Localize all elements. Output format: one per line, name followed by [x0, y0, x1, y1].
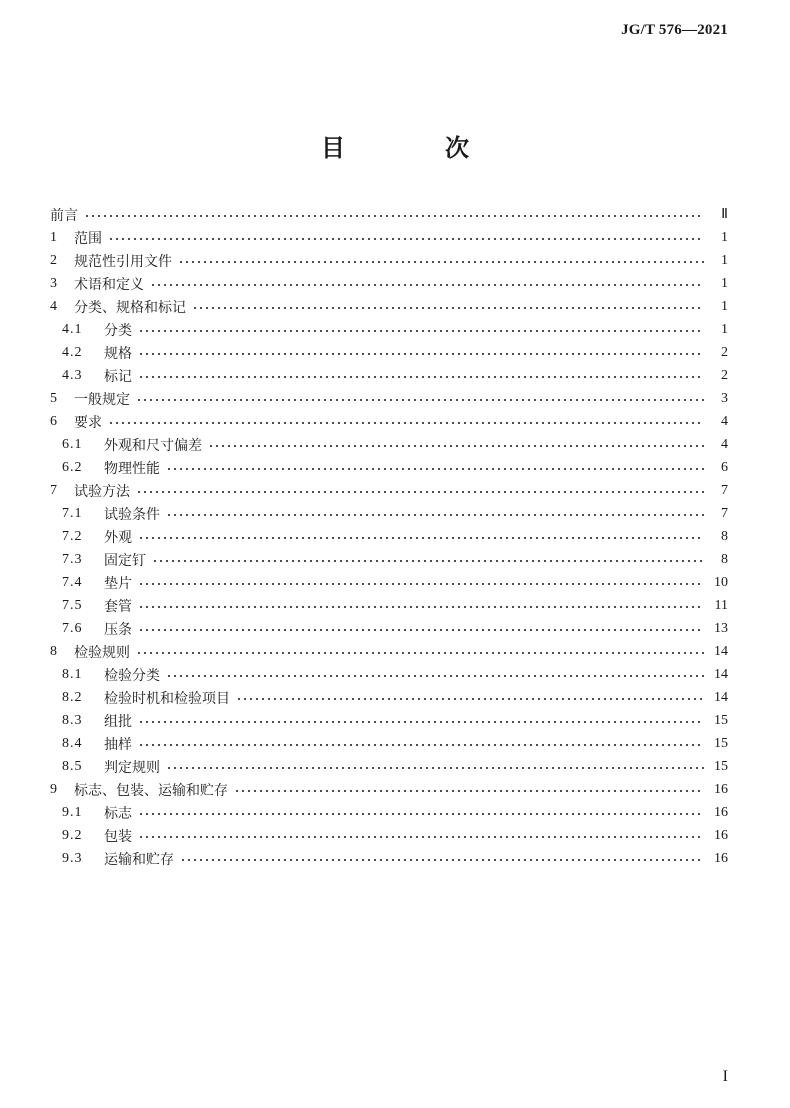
toc-entry-number: 7: [50, 482, 57, 498]
toc-entry[interactable]: [0, 203, 790, 226]
dot-leader: [152, 559, 704, 563]
dot-leader: [108, 237, 704, 241]
dot-leader: [192, 306, 704, 310]
toc-entry-number: 9.1: [62, 804, 83, 820]
toc-entry[interactable]: [0, 272, 790, 295]
toc-entry[interactable]: [0, 525, 790, 548]
toc-entry[interactable]: [0, 755, 790, 778]
toc-entry-label: 范围: [74, 230, 102, 247]
toc-entry[interactable]: [0, 456, 790, 479]
toc-entry[interactable]: [0, 249, 790, 272]
toc-entry-number: 7.4: [62, 574, 83, 590]
toc-entry-label: 检验规则: [74, 644, 130, 661]
toc-entry-number: 8.1: [62, 666, 83, 682]
toc-entry-label: 物理性能: [104, 460, 160, 477]
toc-entry[interactable]: [0, 686, 790, 709]
toc-entry-number: 6.2: [62, 459, 83, 475]
dot-leader: [138, 605, 704, 609]
toc-entry-label: 一般规定: [74, 391, 130, 408]
toc-entry-label: 固定钉: [104, 552, 146, 569]
toc-entry-page: 15: [714, 735, 728, 751]
toc-entry-number: 4: [50, 298, 57, 314]
toc-entry[interactable]: [0, 479, 790, 502]
toc-entry[interactable]: [0, 548, 790, 571]
dot-leader: [166, 674, 704, 678]
toc-entry-page: 14: [714, 643, 728, 659]
toc-entry[interactable]: [0, 295, 790, 318]
toc-entry-page: 7: [721, 482, 728, 498]
dot-leader: [138, 720, 704, 724]
dot-leader: [178, 260, 704, 264]
toc-title: 目 次: [321, 134, 507, 162]
dot-leader: [166, 766, 704, 770]
toc-entry-label: 前言: [50, 207, 78, 224]
toc-entry[interactable]: [0, 594, 790, 617]
dot-leader: [180, 858, 704, 862]
toc-entry-number: 2: [50, 252, 57, 268]
toc-entry-page: 8: [721, 528, 728, 544]
dot-leader: [138, 352, 704, 356]
toc-entry[interactable]: [0, 801, 790, 824]
toc-entry[interactable]: [0, 709, 790, 732]
toc-entry-page: 15: [714, 758, 728, 774]
toc-entry-number: 5: [50, 390, 57, 406]
toc-entry-label: 分类、规格和标记: [74, 299, 186, 316]
dot-leader: [136, 651, 704, 655]
toc-entry-label: 判定规则: [104, 759, 160, 776]
toc-entry-number: 4.1: [62, 321, 83, 337]
dot-leader: [138, 375, 704, 379]
dot-leader: [84, 214, 704, 218]
toc-entry-page: 1: [721, 275, 728, 291]
toc-entry-number: 9.3: [62, 850, 83, 866]
toc-entry[interactable]: [0, 318, 790, 341]
toc-entry-label: 压条: [104, 621, 132, 638]
toc-entry-label: 套管: [104, 598, 132, 615]
dot-leader: [234, 789, 704, 793]
toc-entry-label: 运输和贮存: [104, 851, 174, 868]
toc-entry-label: 组批: [104, 713, 132, 730]
toc-entry-label: 包装: [104, 828, 132, 845]
toc-entry-page: 2: [721, 367, 728, 383]
toc-entry-number: 6: [50, 413, 57, 429]
page-number: I: [722, 1068, 728, 1085]
toc-entry[interactable]: [0, 732, 790, 755]
toc-entry-page: 1: [721, 252, 728, 268]
toc-entry-page: 11: [714, 597, 728, 613]
toc-entry[interactable]: [0, 571, 790, 594]
toc-entry-number: 4.2: [62, 344, 83, 360]
dot-leader: [138, 536, 704, 540]
standard-code: JG/T 576—2021: [621, 22, 728, 38]
toc-entry[interactable]: [0, 410, 790, 433]
toc-entry-page: 14: [714, 689, 728, 705]
dot-leader: [136, 490, 704, 494]
dot-leader: [166, 467, 704, 471]
toc-entry-label: 分类: [104, 322, 132, 339]
toc-entry-label: 抽样: [104, 736, 132, 753]
toc-entry-number: 9.2: [62, 827, 83, 843]
dot-leader: [138, 835, 704, 839]
toc-entry-label: 要求: [74, 414, 102, 431]
toc-entry[interactable]: [0, 847, 790, 870]
toc-entry-label: 规格: [104, 345, 132, 362]
toc-entry-number: 7.6: [62, 620, 83, 636]
toc-entry-page: 13: [714, 620, 728, 636]
toc-entry-label: 标志: [104, 805, 132, 822]
dot-leader: [166, 513, 704, 517]
toc-entry-number: 7.5: [62, 597, 83, 613]
toc-entry-label: 试验方法: [74, 483, 130, 500]
toc-entry-label: 标记: [104, 368, 132, 385]
toc-entry-number: 3: [50, 275, 57, 291]
toc-entry-number: 6.1: [62, 436, 83, 452]
toc-entry-page: 1: [721, 229, 728, 245]
toc-entry-label: 规范性引用文件: [74, 253, 172, 270]
toc-entry[interactable]: [0, 433, 790, 456]
dot-leader: [136, 398, 704, 402]
dot-leader: [150, 283, 704, 287]
toc-entry-page: 4: [721, 436, 728, 452]
toc-entry-label: 检验时机和检验项目: [104, 690, 230, 707]
toc-entry-number: 1: [50, 229, 57, 245]
dot-leader: [138, 582, 704, 586]
toc-entry-label: 垫片: [104, 575, 132, 592]
toc-entry-label: 试验条件: [104, 506, 160, 523]
toc-entry[interactable]: [0, 824, 790, 847]
toc-entry[interactable]: [0, 778, 790, 801]
toc-entry-page: 16: [714, 781, 728, 797]
dot-leader: [108, 421, 704, 425]
dot-leader: [138, 628, 704, 632]
toc-entry-page: 15: [714, 712, 728, 728]
toc-entry-label: 外观: [104, 529, 132, 546]
toc-entry[interactable]: [0, 364, 790, 387]
toc-entry[interactable]: [0, 502, 790, 525]
toc-entry-number: 8.5: [62, 758, 83, 774]
dot-leader: [138, 329, 704, 333]
toc-entry-page: 16: [714, 827, 728, 843]
toc-entry-page: 1: [721, 321, 728, 337]
toc-entry-page: 16: [714, 850, 728, 866]
toc-entry-page: 8: [721, 551, 728, 567]
table-of-contents: [0, 203, 790, 870]
dot-leader: [138, 812, 704, 816]
toc-entry-page: 1: [721, 298, 728, 314]
dot-leader: [138, 743, 704, 747]
toc-entry-number: 8.2: [62, 689, 83, 705]
toc-entry-page: 4: [721, 413, 728, 429]
toc-entry-number: 8: [50, 643, 57, 659]
toc-entry[interactable]: [0, 617, 790, 640]
toc-entry-label: 标志、包装、运输和贮存: [74, 782, 228, 799]
dot-leader: [236, 697, 704, 701]
toc-entry[interactable]: [0, 226, 790, 249]
toc-entry-page: 7: [721, 505, 728, 521]
dot-leader: [208, 444, 704, 448]
toc-entry-page: 10: [714, 574, 728, 590]
toc-entry-label: 术语和定义: [74, 276, 144, 293]
toc-entry-label: 外观和尺寸偏差: [104, 437, 202, 454]
toc-entry[interactable]: [0, 341, 790, 364]
toc-entry-label: 检验分类: [104, 667, 160, 684]
toc-entry-page: 3: [721, 390, 728, 406]
toc-entry-page: Ⅱ: [721, 207, 728, 222]
toc-entry[interactable]: [0, 640, 790, 663]
toc-entry-number: 7.2: [62, 528, 83, 544]
toc-entry[interactable]: [0, 663, 790, 686]
toc-entry-number: 8.3: [62, 712, 83, 728]
toc-entry-number: 9: [50, 781, 57, 797]
toc-entry-page: 14: [714, 666, 728, 682]
toc-entry-number: 7.1: [62, 505, 83, 521]
toc-entry-page: 6: [721, 459, 728, 475]
toc-entry-page: 16: [714, 804, 728, 820]
toc-entry-number: 8.4: [62, 735, 83, 751]
toc-entry-number: 7.3: [62, 551, 83, 567]
toc-entry-page: 2: [721, 344, 728, 360]
toc-entry-number: 4.3: [62, 367, 83, 383]
toc-entry[interactable]: [0, 387, 790, 410]
